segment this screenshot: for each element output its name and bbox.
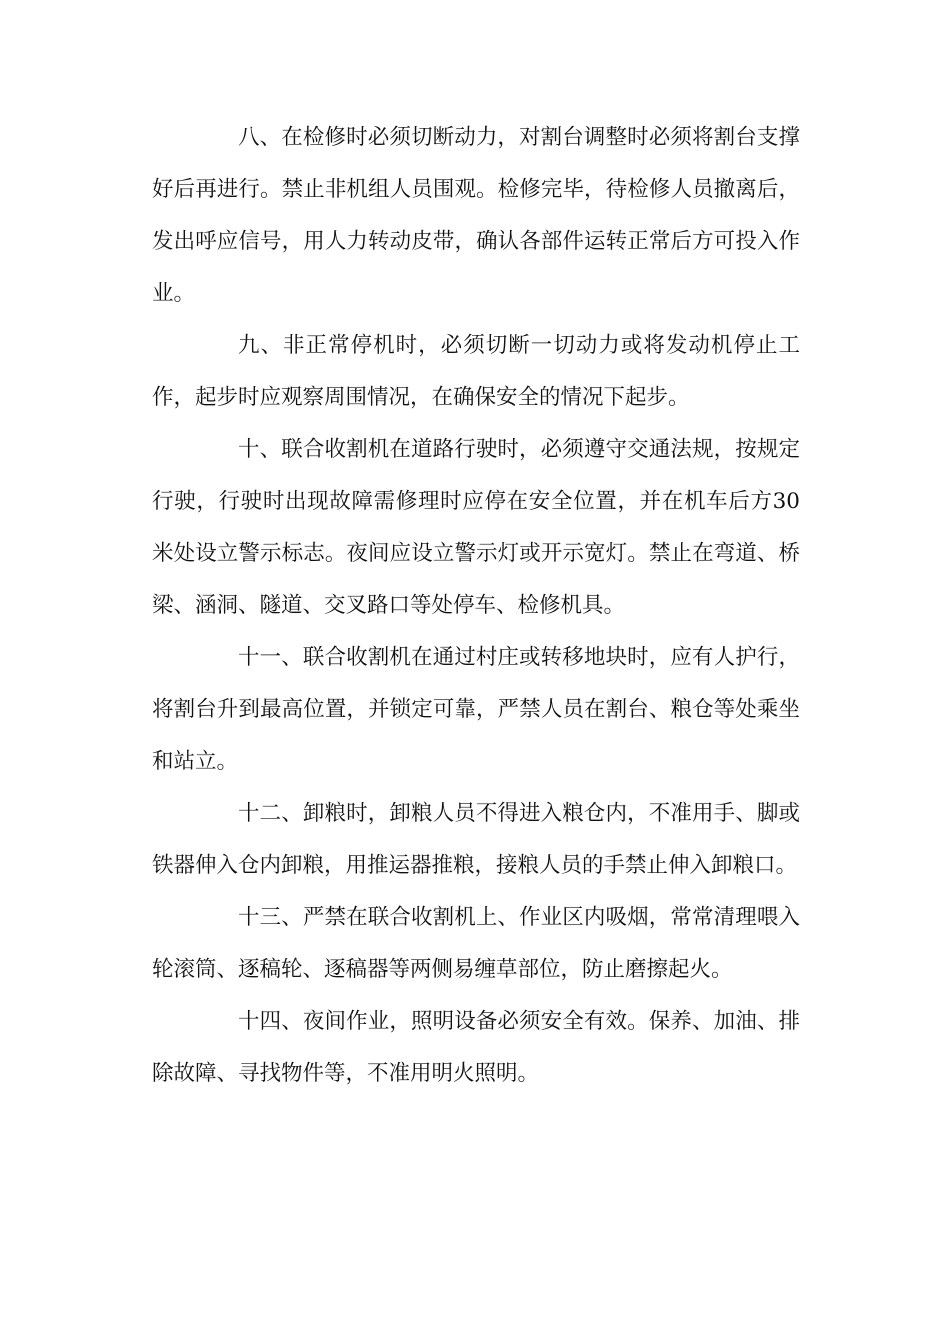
paragraph-12: 十二、卸粮时，卸粮人员不得进入粮仓内，不准用手、脚或铁器伸入仓内卸粮，用推运器推粮，接粮人员的手禁止伸入卸粮口。 xyxy=(152,801,800,878)
paragraph-10: 十、联合收割机在道路行驶时，必须遵守交通法规，按规定行驶，行驶时出现故障需修理时应停在安全位置，并在机车后方30米处设立警示标志。夜间应设立警示灯或开示宽灯。禁止在弯道、桥梁、涵洞、隧道、交叉路口等处停车、检修机具。 xyxy=(152,437,800,618)
paragraph-11: 十一、联合收割机在通过村庄或转移地块时，应有人护行，将割台升到最高位置，并锁定可靠，严禁人员在割台、粮仓等处乘坐和站立。 xyxy=(152,645,800,774)
paragraph-8: 八、在检修时必须切断动力，对割台调整时必须将割台支撑好后再进行。禁止非机组人员围观。检修完毕，待检修人员撤离后，发出呼应信号，用人力转动皮带，确认各部件运转正常后方可投入作业。 xyxy=(152,125,800,306)
paragraph-13: 十三、严禁在联合收割机上、作业区内吸烟，常常清理喂入轮滚筒、逐稿轮、逐稿器等两侧易缠草部位，防止磨擦起火。 xyxy=(152,905,800,982)
document-body xyxy=(152,112,800,1100)
paragraph-9: 九、非正常停机时，必须切断一切动力或将发动机停止工作，起步时应观察周围情况，在确保安全的情况下起步。 xyxy=(152,333,800,410)
paragraph-14: 十四、夜间作业，照明设备必须安全有效。保养、加油、排除故障、寻找物件等，不准用明火照明。 xyxy=(152,1009,800,1086)
